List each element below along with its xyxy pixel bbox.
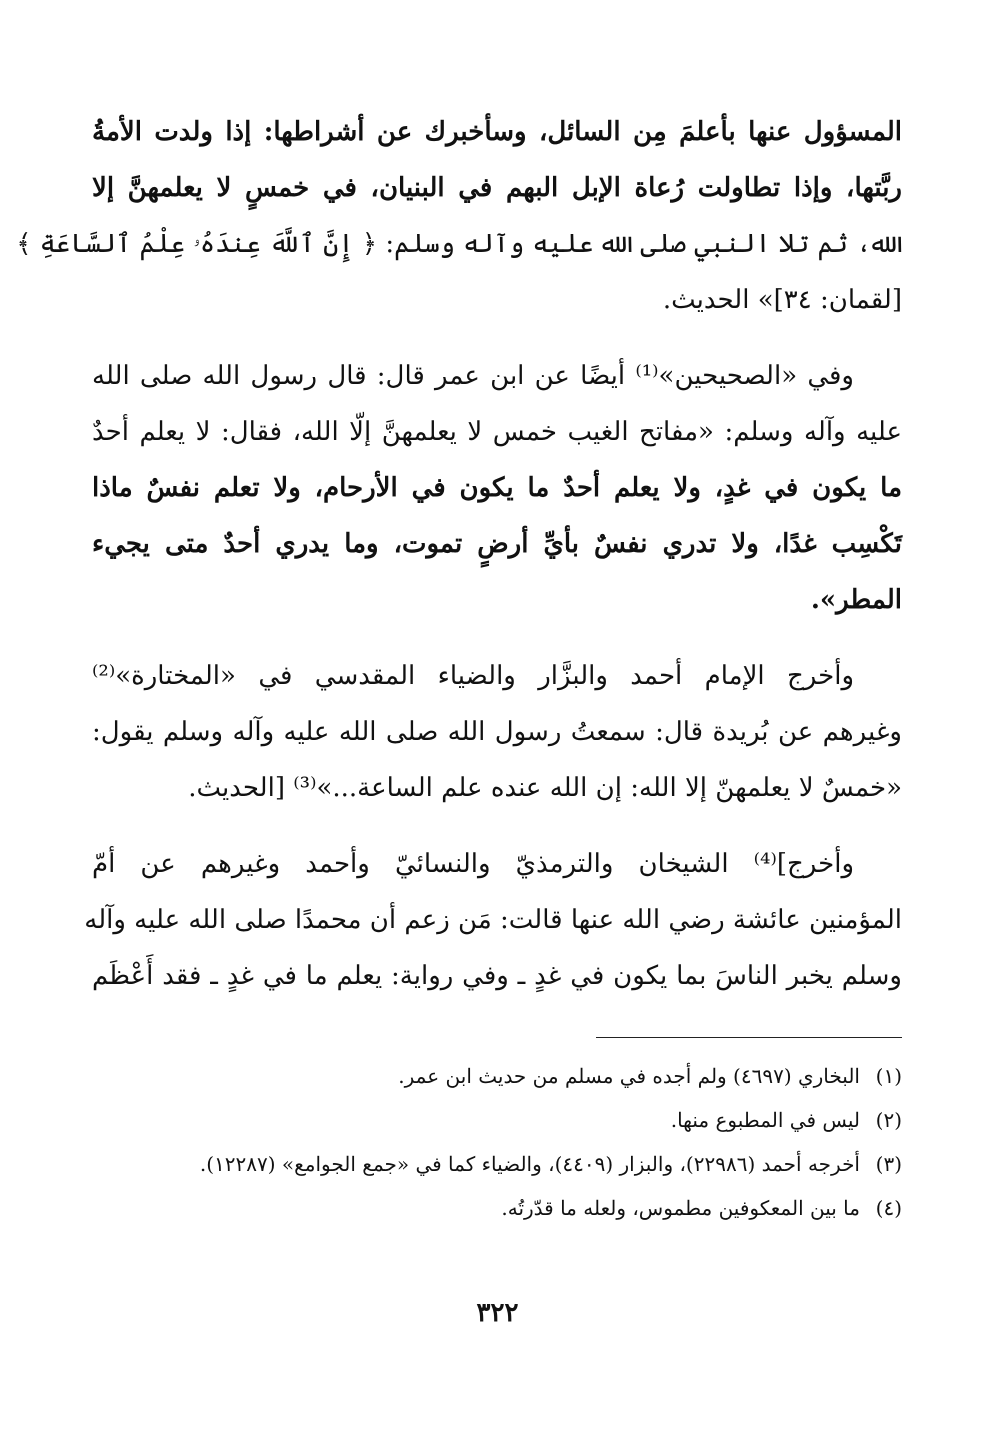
- text-line: ما يكون في غدٍ، ولا يعلم أحدٌ ما يكون في الأرحام، ولا تعلم نفسٌ ماذا: [92, 473, 902, 503]
- text-line: المطر».: [810, 585, 902, 615]
- footnote-number: (١): [875, 1064, 902, 1088]
- text-line: «خمسٌ لا يعلمهنّ إلا الله: إن الله عنده علم الساعة...»⁽³⁾ [الحديث.: [188, 773, 902, 803]
- text-line: وسلم يخبر الناسَ بما يكون في غدٍ ـ وفي رواية: يعلم ما في غدٍ ـ فقد أَعْظَم: [92, 961, 902, 991]
- text-line: تَكْسِب غدًا، ولا تدري نفسٌ بأيِّ أرضٍ تموت، وما يدري أحدٌ متى يجيء: [92, 529, 902, 559]
- footnote-3: [92, 1142, 902, 1186]
- paragraph-3: [92, 648, 902, 816]
- footnote-text: ليس في المطبوع منها.: [670, 1108, 860, 1132]
- text-line: الله، ثم تلا النبي صلى الله عليه وآله وسلم: ﴿ إِنَّ ٱللَّهَ عِندَهُۥ عِلْمُ ٱلسَّاعَةِ ﴾: [16, 229, 902, 259]
- footnotes: [92, 1054, 902, 1230]
- footnote-number: (٤): [875, 1196, 902, 1220]
- main-text: [16, 104, 902, 1004]
- footnote-separator: [596, 1037, 902, 1038]
- text-line: عليه وآله وسلم: «مفاتح الغيب خمس لا يعلمهنَّ إلّا الله، فقال: لا يعلم أحدٌ: [92, 417, 902, 447]
- footnote-number: (٢): [875, 1108, 902, 1132]
- text-line: وفي «الصحيحين»⁽¹⁾ أيضًا عن ابن عمر قال: قال رسول الله صلى الله: [92, 361, 854, 391]
- footnote-text: ما بين المعكوفين مطموس، ولعله ما قدّرتُه.: [501, 1196, 860, 1220]
- paragraph-1: [16, 104, 902, 328]
- footnote-4: [92, 1186, 902, 1230]
- text-line: وأخرج الإمام أحمد والبزَّار والضياء المقدسي في «المختارة»⁽²⁾: [92, 661, 854, 691]
- text-line: ربَّتها، وإذا تطاولت رُعاة الإبل البهم في البنيان، في خمسٍ لا يعلمهنَّ إلا: [92, 173, 902, 203]
- text-line: المؤمنين عائشة رضي الله عنها قالت: مَن زعم أن محمدًا صلى الله عليه وآله: [84, 905, 902, 935]
- paragraph-4: [84, 836, 902, 1004]
- footnote-1: [92, 1054, 902, 1098]
- footnote-text: البخاري (٤٦٩٧) ولم أجده في مسلم من حديث ابن عمر.: [398, 1064, 860, 1088]
- text-line: المسؤول عنها بأعلمَ مِن السائل، وسأخبرك عن أشراطها: إذا ولدت الأمةُ: [92, 117, 902, 147]
- footnote-text: أخرجه أحمد (٢٢٩٨٦)، والبزار (٤٤٠٩)، والضياء كما في «جمع الجوامع» (١٢٢٨٧).: [199, 1152, 860, 1176]
- text-line: وغيرهم عن بُريدة قال: سمعتُ رسول الله صلى الله عليه وآله وسلم يقول:: [92, 717, 902, 747]
- paragraph-2: [92, 348, 902, 628]
- footnote-2: [92, 1098, 902, 1142]
- text-line: وأخرج]⁽⁴⁾ الشيخان والترمذيّ والنسائيّ وأحمد وغيرهم عن أمّ: [92, 849, 854, 879]
- page-number: ٣٢٢: [476, 1298, 519, 1328]
- text-line: [لقمان: ٣٤]» الحديث.: [662, 285, 902, 315]
- footnote-number: (٣): [875, 1152, 902, 1176]
